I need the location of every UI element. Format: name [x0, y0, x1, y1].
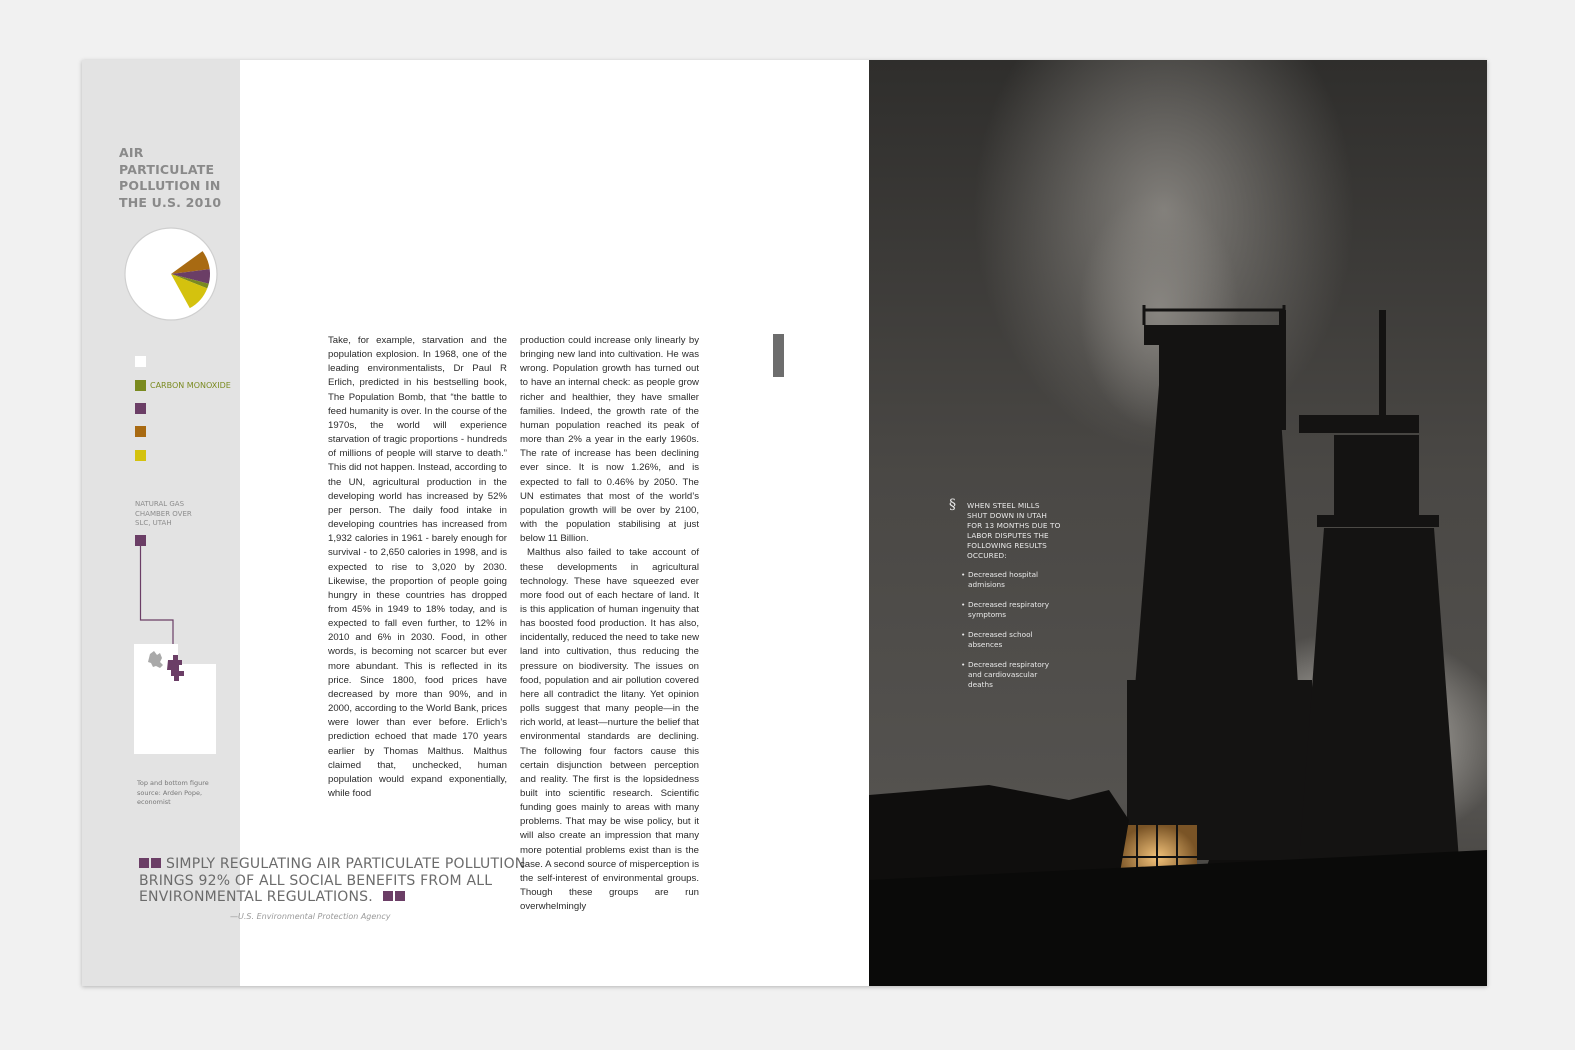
quote-close-mark [383, 891, 393, 901]
article-column-2 [520, 334, 699, 914]
article-paragraph: Malthus also failed to take account of these developments in agricultural technology. These have squeezed ever more food out of each hectare of land. It is this application of human ingenuity that has boosted food production. It has also, incidentally, reduced the need to take new land into cultivation, thus reducing the pressure on biodiversity. The issues on food, population and air pollution covered here all contradict the litany. Yet opinion polls suggest that many people—in the rich world, at least—nurture the belief that environmental standards are declining. The following four factors cause this certain disjunction between perception and reality. The first is the lopsidedness built into scientific research. Scientific funding goes mainly to areas with many problems. That may be wise policy, but it will also create an impression that many more potential problems exist than is the case. A second source of misperception is the self-interest of environmental groups. Though these groups are run overwhelmingly [520, 547, 699, 913]
pull-quote [139, 856, 549, 906]
list-item: • Decreased respiratory symptoms [961, 600, 1061, 620]
infographic-sidebar [82, 60, 240, 986]
utah-map [134, 644, 218, 756]
article-paragraph: production could increase only linearly by bringing new land into cultivation. He was wrong. Population growth has turned out to have an internal check: as people grow richer and healthier, they have smaller families. Indeed, the growth rate of the human population reached its peak of more than 2% a year in the early 1960s. The rate of increase has been declining ever since. It is now 1.26%, and is expected to fall to 0.46% by 2050. The UN estimates that most of the world’s population growth will be over by 2100, with the population stabilising at just below 11 Billion. [520, 335, 699, 545]
list-item: • Decreased school absences [961, 630, 1061, 650]
magazine-spread [82, 60, 1487, 986]
steel-mill-photo [869, 60, 1487, 986]
section-sign: § [949, 497, 956, 513]
chart-title: AIR PARTICULATE POLLUTION IN THE U.S. 2010 [119, 145, 222, 210]
pull-quote-attribution: —U.S. Environmental Protection Agency [230, 912, 391, 921]
quote-open-mark [151, 858, 161, 868]
photo-caption-heading: WHEN STEEL MILLS SHUT DOWN IN UTAH FOR 13 MONTHS DUE TO LABOR DISPUTES THE FOLLOWING RESULTS OCCURED: [967, 501, 1061, 560]
pull-quote-text: SIMPLY REGULATING AIR PARTICULATE POLLUTION BRINGS 92% OF ALL SOCIAL BENEFITS FROM ALL ENVIRONMENTAL REGULATIONS. [139, 856, 526, 905]
natural-gas-label: NATURAL GAS CHAMBER OVER SLC, UTAH [135, 500, 192, 527]
list-item: • Decreased hospital admisions [961, 570, 1061, 590]
article-column-1 [328, 334, 507, 801]
quote-close-mark [395, 891, 405, 901]
list-item: • Decreased respiratory and cardiovascular deaths [961, 660, 1061, 690]
quote-open-mark [139, 858, 149, 868]
figure-source-note: Top and bottom figure source: Arden Pope, economist [137, 779, 209, 806]
connector-line [82, 60, 240, 986]
legend-label: CARBON MONOXIDE [150, 381, 231, 390]
article-paragraph: Take, for example, starvation and the population explosion. In 1968, one of the leading environmentalists, Dr Paul R Erlich, predicted in his bestselling book, The Population Bomb, that “the battle to feed humanity is over. In the course of the 1970s, the world will experience starvation of tragic proportions - hundreds of millions of people will starve to death.” This did not happen. Instead, according to the UN, agricultural production in the developing world has increased by 52% per person. The daily food intake in developing countries has increased from 1,932 calories in 1961 - barely enough for survival - to 2,650 calories in 1998, and is expected to rise to 3,020 by 2030. Likewise, the proportion of people going hungry in these countries has dropped from 45% in 1949 to 18% today, and is expected to fall even further, to 12% in 2010 and 6% in 2030. Food, in other words, is becoming not scarcer but ever more abundant. This is reflected in its price. Since 1800, food prices have decreased by more than 90%, and in 2000, according to the World Bank, prices were lower than ever before. Erlich’s prediction echoed that made 170 years earlier by Thomas Malthus. Malthus claimed that, unchecked, human population would expand exponentially, while food [328, 335, 507, 799]
section-marker-bar [773, 334, 784, 377]
results-list [961, 570, 1061, 700]
